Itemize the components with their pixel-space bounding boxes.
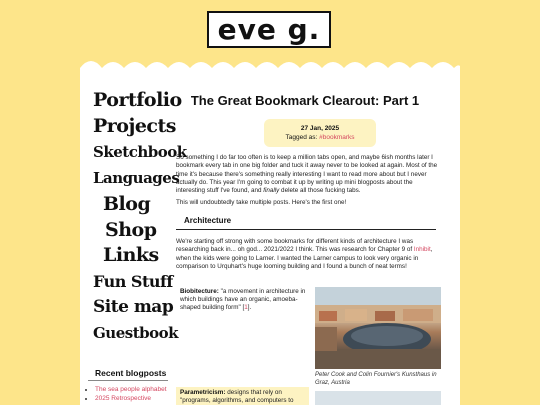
inhibit-link[interactable]: Inhibit: [413, 246, 431, 254]
list-item[interactable]: • 2025 Retrospective: [95, 394, 167, 403]
post-meta: [264, 119, 376, 147]
intro-paragraph: So something I do far too often is to keep a million tabs open, and maybe 6ish months later I bookmark every tab in one big folder and tuck it away never to be looked at again. Most of the time it's because there's something really interesting I want to read more about but I never actually do. This year I'm going to combat it up by writing up mini blogposts about the interesting stuff I've found, and finally delete all those fucking tabs.: [176, 154, 438, 195]
nav-blog[interactable]: Blog: [103, 192, 151, 215]
second-photo: [315, 391, 441, 405]
post-date: 27 Jan, 2025: [300, 125, 340, 132]
nav-links[interactable]: Links: [103, 244, 159, 267]
recent-blogposts-heading: Recent blogposts: [95, 368, 167, 378]
section-heading: Architecture: [184, 216, 232, 225]
recent-divider: [88, 380, 168, 381]
list-item[interactable]: • The sea people alphabet: [95, 385, 167, 394]
nav-guestbook[interactable]: Guestbook: [93, 324, 179, 343]
definition-biobitecture: Biobitecture: "a movement in architecture in which buildings have an organic, amoeba-shaped building form" [1].: [180, 288, 306, 311]
site-logo[interactable]: [207, 11, 331, 48]
recent-blogposts-list: [87, 385, 167, 403]
architecture-paragraph: We're starting off strong with some bookmarks for different kinds of architecture I was researching back in... oh god... 2021/2022 I think. This was research for Chapter 9 of Inhibit, when the kids were going to Larner. I wanted the Larner campus to look very organic in comparison to Urquhart's huge looming building and I found a bunch of neat terms!: [176, 238, 433, 270]
definition-parametricism: Parametricism: designs that rely on "programs, algorithms, and computers to: [180, 389, 294, 404]
nav-portfolio[interactable]: Portfolio: [93, 89, 182, 111]
post-title: The Great Bookmark Clearout: Part 1: [190, 93, 420, 108]
nav-languages[interactable]: Languages: [93, 168, 180, 187]
intro-paragraph-2: This will undoubtedly take multiple posts. Here's the first one!: [176, 199, 347, 206]
reference-link[interactable]: 1: [244, 304, 248, 311]
nav-fun-stuff[interactable]: Fun Stuff: [93, 272, 173, 292]
nav-shop[interactable]: Shop: [105, 218, 157, 241]
nav-site-map[interactable]: Site map: [93, 297, 174, 318]
tagged-label: Tagged as:: [285, 134, 318, 141]
photo-caption: Peter Cook and Colin Fournier's Kunsthaus in Graz, Austria: [315, 372, 437, 386]
logo-text: eve g.: [217, 13, 321, 46]
tag-link[interactable]: #bookmarks: [319, 134, 355, 141]
nav-projects[interactable]: Projects: [93, 114, 176, 137]
section-divider: [176, 229, 436, 230]
sidebar-nav: [93, 88, 187, 347]
nav-sketchbook[interactable]: Sketchbook: [93, 142, 187, 161]
kunsthaus-photo: [315, 287, 441, 369]
